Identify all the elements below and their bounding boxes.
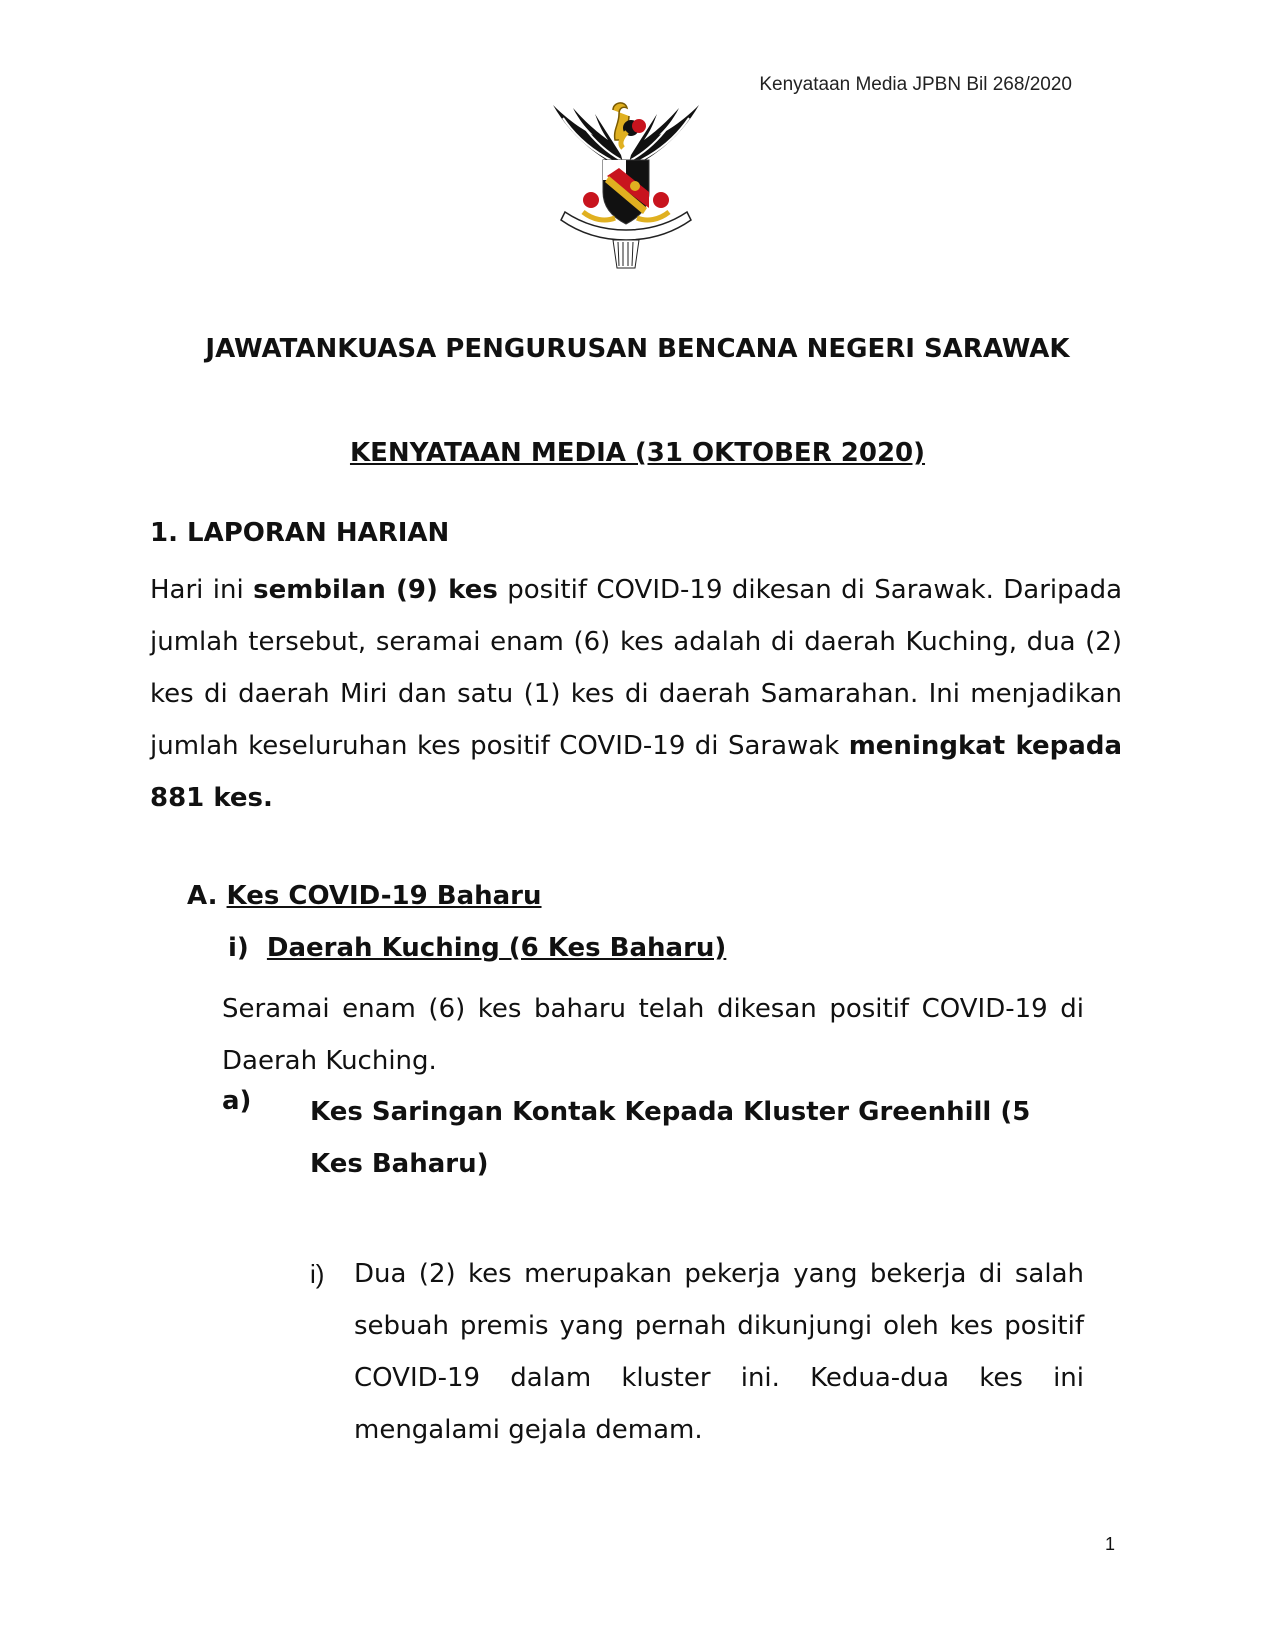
district-label: i) — [228, 933, 249, 963]
document-title: JAWATANKUASA PENGURUSAN BENCANA NEGERI SARAWAK — [205, 334, 1070, 364]
district-title: Daerah Kuching (6 Kes Baharu) — [266, 933, 727, 963]
section-heading: 1. LAPORAN HARIAN — [150, 518, 450, 548]
daily-report-paragraph — [150, 564, 1122, 824]
document-subtitle: KENYATAAN MEDIA (31 OKTOBER 2020) — [349, 438, 926, 468]
paragraph-text: Hari ini — [150, 575, 254, 605]
case-item-label: i) — [310, 1259, 325, 1289]
sarawak-coat-of-arms-icon — [543, 100, 708, 270]
paragraph-bold-text: sembilan (9) kes — [253, 575, 498, 605]
page-number: 1 — [1104, 1534, 1115, 1554]
subsection-title: Kes COVID-19 Baharu — [226, 881, 542, 911]
case-group-heading: Kes Saringan Kontak Kepada Kluster Greenhill (5 Kes Baharu) — [310, 1097, 1031, 1179]
district-heading — [228, 933, 726, 963]
case-group-label: a) — [222, 1086, 252, 1116]
case-item-paragraph: Dua (2) kes merupakan pekerja yang bekerja di salah sebuah premis yang pernah dikunjungi oleh kes positif COVID-19 dalam kluster ini. Kedua-dua kes ini mengalami gejala demam. — [354, 1259, 1084, 1445]
subsection-heading — [187, 881, 542, 911]
district-paragraph: Seramai enam (6) kes baharu telah dikesan positif COVID-19 di Daerah Kuching. — [222, 994, 1084, 1076]
document-reference: Kenyataan Media JPBN Bil 268/2020 — [759, 74, 1072, 95]
paragraph-text: positif COVID-19 dikesan di Sarawak. Daripada jumlah tersebut, seramai enam (6) kes adalah di daerah Kuching, dua (2) kes di daerah Miri dan satu (1) kes di daerah Samarahan. Ini menjadikan jumlah keseluruhan kes positif COVID-19 di Sarawak — [150, 575, 1122, 761]
paragraph-bold-text: meningkat kepada 881 kes. — [150, 731, 1122, 813]
subsection-label: A. — [187, 881, 218, 911]
